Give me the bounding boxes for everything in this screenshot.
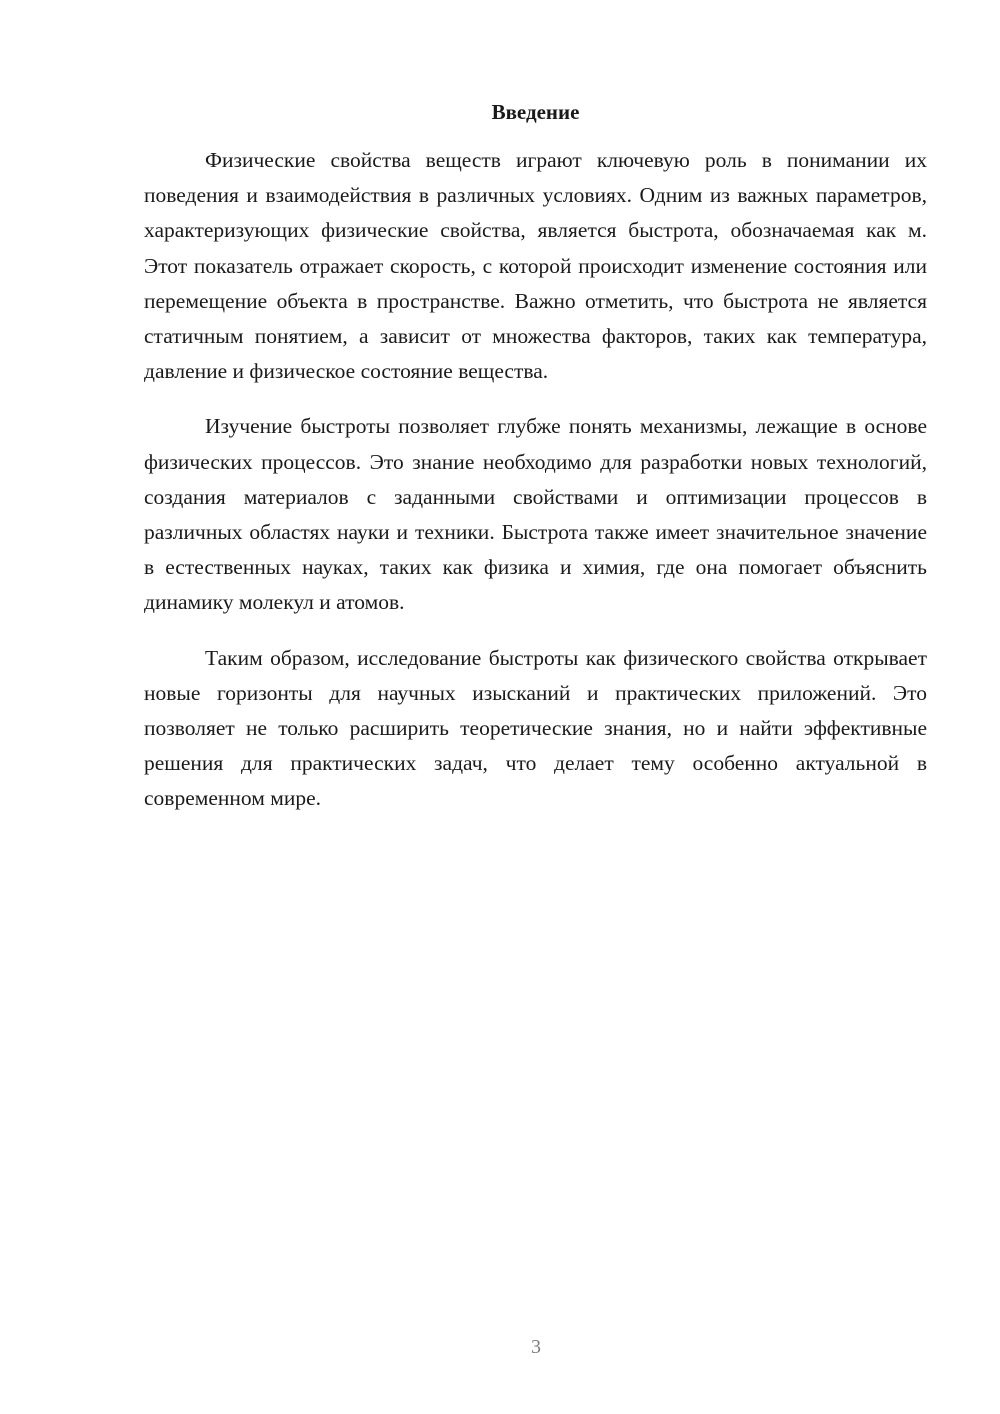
- section-title: Введение: [491, 100, 580, 124]
- paragraph-3: Таким образом, исследование быстроты как физического свойства открывает новые горизонты для научных изысканий и практических приложений. Это позволяет не только расширить теоретические знания, но и найти эффективные решения для практических задач, что делает тему особенно актуальной в современном мире.: [144, 645, 927, 811]
- body-text: [144, 143, 927, 837]
- page-number: 3: [531, 1336, 541, 1358]
- paragraph-2: Изучение быстроты позволяет глубже понять механизмы, лежащие в основе физических процессов. Это знание необходимо для разработки новых технологий, создания материалов с заданными свойствами и оптимизации процессов в различных областях науки и техники. Быстрота также имеет значительное значение в естественных науках, таких как физика и химия, где она помогает объяснить динамику молекул и атомов.: [144, 414, 927, 615]
- paragraph-1: Физические свойства веществ играют ключевую роль в понимании их поведения и взаимодействия в различных условиях. Одним из важных параметров, характеризующих физические свойства, является быстрота, обозначаемая как м. Этот показатель отражает скорость, с которой происходит изменение состояния или перемещение объекта в пространстве. Важно отметить, что быстрота не является статичным понятием, а зависит от множества факторов, таких как температура, давление и физическое состояние вещества.: [144, 148, 927, 384]
